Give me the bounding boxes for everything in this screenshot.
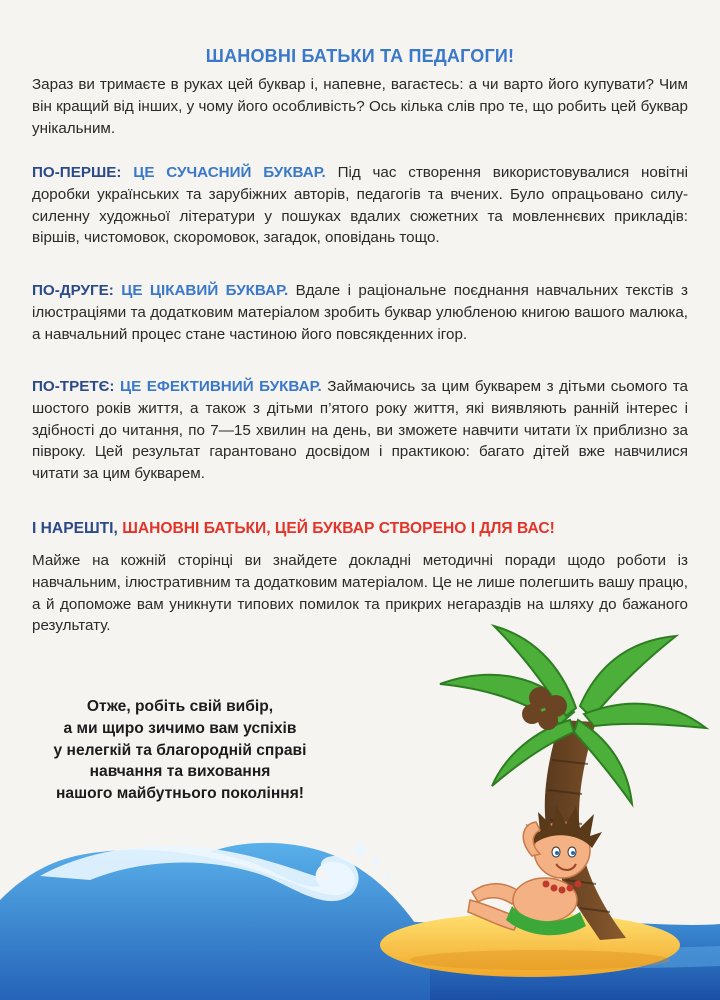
foam-bubble [372,858,380,866]
section-second-heading: ЦЕ ЦІКАВИЙ БУКВАР. [121,282,289,299]
intro-paragraph: Зараз ви тримаєте в руках цей буквар і, напевне, вагаєтесь: а чи варто його купувати? Чим він кращий від інших, у чому його особливість? Ось кілька слів про те, що робить цей буквар унікальним. [32,76,688,137]
section-third-label: ПО-ТРЕТЄ: [32,378,115,395]
page-title: ШАНОВНІ БАТЬКИ ТА ПЕДАГОГИ! [205,46,515,66]
section-third [32,376,688,485]
closing-line: навчання та виховання [89,763,271,781]
closing-line: а ми щиро зичимо вам успіхів [63,719,297,737]
section-first-label: ПО-ПЕРШЕ: [32,164,122,181]
island-illustration [0,600,720,1000]
section-third-heading: ЦЕ ЕФЕКТИВНИЙ БУКВАР. [120,378,322,395]
final-label: І НАРЕШТІ, [32,520,118,537]
section-third-text: Займаючись за цим букварем з дітьми сьомого та шостого років життя, а також з дітьми п’ятого року життя, які виявляють ранній інтерес і здібності до читання, по 7—15 хвилин на день, ви зможете навчити читати їх приблизно за півроку. Цей результат гарантовано досвідом і практикою: багато дітей вже навчилися читати за цим букварем. [32,378,688,483]
section-second-label: ПО-ДРУГЕ: [32,282,114,299]
closing-line: Отже, робіть свій вибір, [86,698,274,715]
final-heading-line [32,518,688,540]
section-first [32,162,688,249]
closing-line: нашого майбутнього покоління! [56,785,304,803]
final-heading: ШАНОВНІ БАТЬКИ, ЦЕЙ БУКВАР СТВОРЕНО І ДЛЯ ВАС! [122,520,555,537]
island-shadow [410,950,670,970]
section-first-heading: ЦЕ СУЧАСНИЙ БУКВАР. [133,164,326,181]
foam-bubble [385,873,391,879]
closing-line: у нелегкій та благородній справі [53,741,307,759]
section-second-text: Вдале і раціональне поєднання навчальних текстів з ілюстраціями та додатковим матеріалом зробить буквар улюбленою книгою вашого малюка, а навчальний процес стане частиною його повсякденних ігор. [32,282,688,343]
section-second [32,280,688,345]
foam-bubble [354,844,366,856]
section-first-text: Під час створення використовувалися новітні доробки українських та зарубіжних авторів, педагогів та вчених. Було опрацьовано силу-силенну художньої літератури у пошуках вдалих сюжетних та мовленнєвих прикладів: віршів, чистомовок, скоромовок, загадок, оповідань тощо. [32,164,688,247]
final-paragraph: Майже на кожній сторінці ви знайдете докладні методичні поради щодо роботи із навчальним, ілюстративним та додатковим матеріалом. Це не лише полегшить вашу працю, а й допоможе вам уникнути типових помилок та прикрих негараздів на шляху до бажаного результату. [32,552,688,635]
